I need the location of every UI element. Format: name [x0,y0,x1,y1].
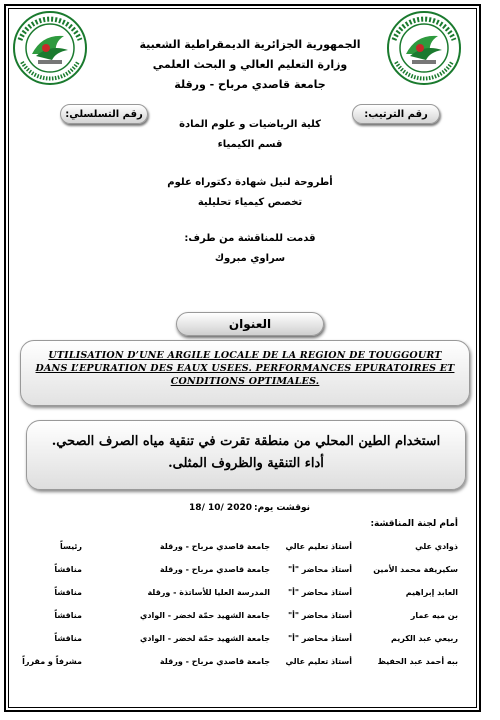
jury-name: بن ميه عمار [410,611,458,620]
jury-rank: أستاذ محاضر "أ" [287,611,352,620]
jury-role: مناقشاً [54,634,82,643]
jury-role: مناقشاً [54,611,82,620]
presented-by-label: قدمت للمناقشة من طرف: [184,233,316,244]
defense-date-row [0,503,500,519]
department-name: قسم الكيمياء [217,139,283,150]
thesis-type: أطروحة لنيل شهادة دكتوراه علوم [167,177,333,188]
jury-institution: جامعة الشهيد حمّة لخضر - الوادي [140,611,270,620]
jury-role: رئيساً [59,542,82,551]
author-name: سراوي مبروك [214,253,286,264]
jury-header-row [0,519,500,535]
jury-rank: أستاذ تعليم عالي [285,542,352,551]
jury-role: مناقشاً [54,588,82,597]
defense-date: 18/ 10/ 2020 [189,503,252,513]
order-number-field: رقم الترتيب: [352,104,440,124]
jury-role: مناقشاً [54,565,82,574]
table-row [0,611,500,627]
table-row [0,588,500,604]
title-label: العنوان [176,312,324,336]
jury-role: مشرفاً و مقرراً [22,657,82,666]
faculty-name: كلية الرياضيات و علوم المادة [179,119,321,130]
jury-name: ربيعي عبد الكريم [390,634,458,643]
jury-rank: أستاذ محاضر "أ" [287,565,352,574]
french-title-box [20,340,470,406]
jury-name: ببه أحمد عبد الحفيظ [377,657,458,666]
republic-name: الجمهورية الجزائرية الديمقراطية الشعبية [139,38,361,51]
arabic-title-line-2: أداء التنقية والظروف المثلى. [168,456,324,471]
table-row [0,657,500,673]
jury-rank: أستاذ محاضر "أ" [287,588,352,597]
serial-number-field: رقم التسلسلي: [60,104,148,124]
jury-institution: جامعة الشهيد حمّة لخضر - الوادي [140,634,270,643]
jury-institution: جامعة قاصدي مرباح - ورقلة [159,565,270,574]
jury-rank: أستاذ محاضر "أ" [287,634,352,643]
ministry-name: وزارة التعليم العالي و البحث العلمي [152,58,348,71]
jury-label: أمام لجنة المناقشة: [370,519,458,529]
defense-date-label: نوقشت يوم: [254,503,310,513]
arabic-title-box [26,420,466,490]
jury-rank: أستاذ تعليم عالي [285,657,352,666]
jury-institution: جامعة قاصدي مرباح - ورقلة [159,657,270,666]
thesis-specialty: تخصص كيمياء تحليلية [197,197,303,208]
university-name: جامعة قاصدي مرباح - ورقلة [174,78,326,91]
table-row [0,565,500,581]
table-row [0,542,500,558]
jury-name: سكيريفة محمد الأمين [373,565,458,574]
jury-institution: المدرسة العليا للأساتذة - ورقلة [147,588,270,597]
french-title: UTILISATION D’UNE ARGILE LOCALE DE LA REGION DE TOUGGOURT DANS L’EPURATION DES EAUX USEES. PERFORMANCES EPURATOIRES ET CONDITIONS OPTIMALES. [35,350,455,387]
arabic-title-line-1: استخدام الطين المحلي من منطقة تقرت في تنقية مياه الصرف الصحي. [51,434,441,449]
jury-name: العابد إبراهيم [405,588,458,597]
jury-institution: جامعة قاصدي مرباح - ورقلة [159,542,270,551]
table-row [0,634,500,650]
jury-name: ذوادي علي [415,542,458,551]
